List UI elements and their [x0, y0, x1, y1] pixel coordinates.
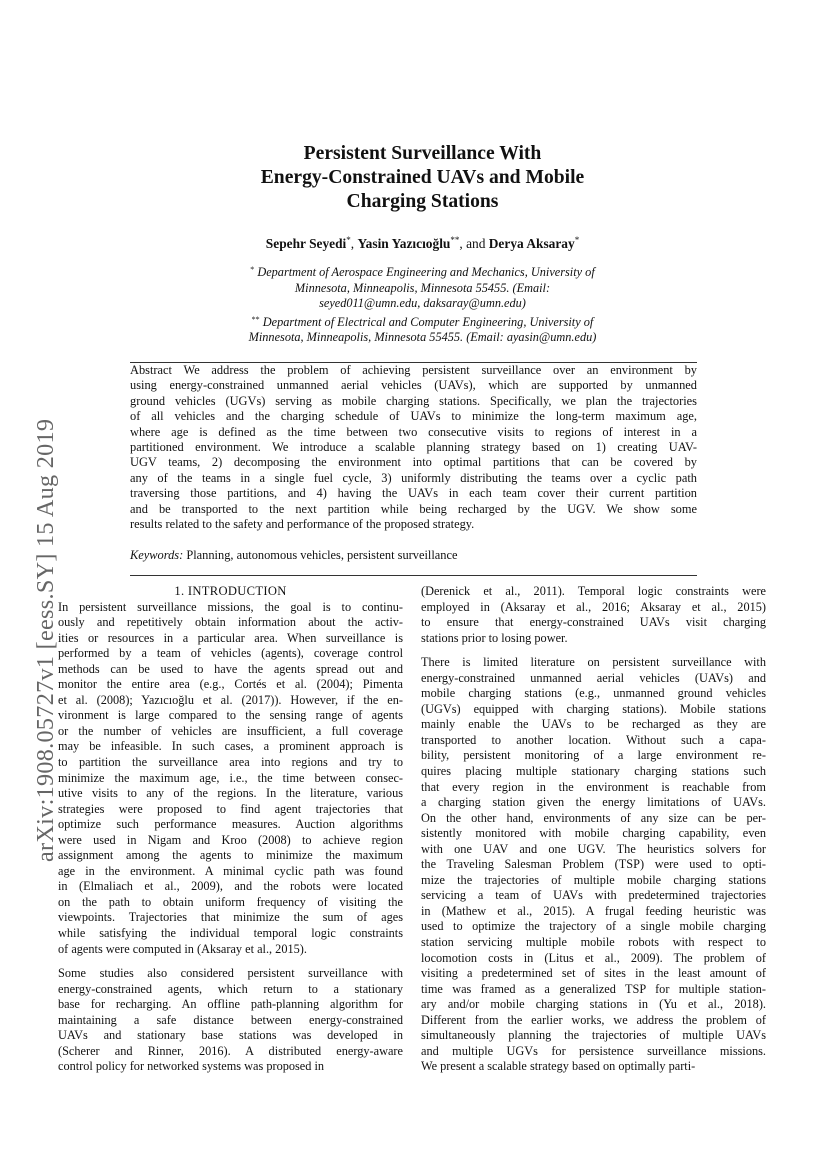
abstract-line: Abstract We address the problem of achieving persistent surveillance over an environment by	[130, 363, 697, 377]
author-name: Yasin Yazıcıoğlu	[357, 236, 451, 251]
author-affil-mark: **	[450, 235, 460, 245]
text-line: ary and/or mobile charging stations in (Yu et al., 2018).	[421, 997, 766, 1012]
text-line: employed in (Aksaray et al., 2016; Aksaray et al., 2015)	[421, 599, 766, 614]
text-line: (Scherer and Rinner, 2016). A distributed energy-aware	[58, 1043, 403, 1058]
text-line: station servicing multiple mobile robots with respect to	[421, 935, 766, 950]
section-heading: 1. INTRODUCTION	[174, 584, 287, 598]
paragraph	[421, 655, 766, 1075]
text-line: or the number of vehicles are insufficient, a full coverage	[58, 723, 403, 738]
author-separator: , and	[459, 236, 489, 251]
text-line: to partition the surveillance area into regions and try to	[58, 755, 403, 770]
abstract-line: any of the teams in a single fuel cycle, 3) uniformly distributing the teams over a cyclic path	[130, 470, 697, 485]
text-line: simultaneously planning the trajectories of multiple UAVs	[421, 1028, 766, 1043]
text-line: In persistent surveillance missions, the goal is to continu-	[58, 599, 403, 614]
text-line: while satisfying the individual temporal logic constraints	[58, 926, 403, 941]
affiliation-text: Department of Electrical and Computer Engineering, University of	[259, 314, 594, 329]
text-line: mize the trajectories of multiple mobile charging stations	[421, 872, 766, 887]
text-line: ously and repetitively obtain information about the activ-	[58, 615, 403, 630]
text-line: transported to another location. Without such a capa-	[421, 732, 766, 747]
author-affil-mark: *	[574, 235, 580, 245]
text-line: with one UAV and one UGV. The heuristics solvers for	[421, 841, 766, 856]
text-line: control policy for networked systems was proposed in	[58, 1059, 325, 1074]
text-line: monitor the entire area (e.g., Cortés et al. (2004); Pimenta	[58, 677, 403, 692]
affiliation-line	[195, 262, 650, 281]
right-column	[421, 584, 766, 1075]
paragraph	[421, 584, 766, 646]
text-line: ities or resources in a particular area. When surveillance is	[58, 630, 403, 645]
text-line: Different from the earlier works, we address the problem of	[421, 1012, 766, 1027]
text-line: assignment among the agents to minimize the maximum	[58, 848, 403, 863]
text-line: mainly enable the UAVs to be recharged as they are	[421, 717, 766, 732]
text-line: (Derenick et al., 2011). Temporal logic constraints were	[421, 584, 766, 598]
text-line: time was framed as a generalized TSP for multiple station-	[421, 981, 766, 996]
abstract	[130, 362, 697, 532]
author-affil-mark: *	[346, 235, 351, 245]
text-line: used to optimize the trajectory of a single mobile charging	[421, 919, 766, 934]
affiliation-text: Department of Aerospace Engineering and Mechanics, University of	[254, 265, 595, 279]
text-line: mobile charging stations (e.g., unmanned ground vehicles	[421, 686, 766, 701]
text-line: servicing a team of UAVs with predetermined trajectories	[421, 888, 766, 903]
author-separator: ,	[350, 236, 358, 251]
abstract-line: UGV teams, 2) decomposing the environment into optimal partitions that can be covered by	[130, 455, 697, 470]
author-name: Derya Aksaray	[488, 236, 575, 251]
text-line: on the path to obtain uniform frequency of visiting the	[58, 894, 403, 909]
abstract-line: partitioned environment. We introduce a scalable planning strategy based on 1) creating UAV-	[130, 440, 697, 455]
keywords	[130, 547, 697, 576]
text-line: base for recharging. An offline path-planning algorithm for	[58, 997, 403, 1012]
text-line: utive visits to any of the regions. In the literature, various	[58, 786, 403, 801]
text-line: in (Mathew et al., 2015). A frugal feeding heuristic was	[421, 903, 766, 918]
text-line: On the other hand, environments of any size can be per-	[421, 810, 766, 825]
affiliation-line: Minnesota, Minneapolis, Minnesota 55455. (Email: ayasin@umn.edu)	[248, 330, 597, 344]
text-line: (UGVs) equipped with charging stations). Mobile stations	[421, 701, 766, 716]
text-line: stations prior to losing power.	[421, 630, 568, 645]
affil-mark: *	[250, 265, 255, 274]
abstract-line: ground vehicles (UGVs) serving as mobile charging stations. Specifically, we plan the trajectories	[130, 393, 697, 408]
text-line: bility, persistent monitoring of a large environment re-	[421, 748, 766, 763]
text-line: that every region in the environment is reachable from	[421, 779, 766, 794]
abstract-line: results related to the safety and performance of the proposed strategy.	[130, 517, 475, 532]
title-line: Charging Stations	[346, 191, 499, 212]
text-line: quires placing multiple stationary charging stations such	[421, 764, 766, 779]
abstract-line: of all vehicles and the charging schedule of UAVs to minimize the long-term maximum age,	[130, 409, 697, 424]
abstract-line: using energy-constrained unmanned aerial vehicles (UAVs), which are supported by unmanned	[130, 378, 697, 393]
text-line: Some studies also considered persistent surveillance with	[58, 966, 403, 981]
paragraph	[58, 966, 403, 1075]
affiliation-line: seyed011@umn.edu, daksaray@umn.edu)	[319, 296, 526, 310]
text-line: There is limited literature on persistent surveillance with	[421, 655, 766, 670]
paragraph	[58, 600, 403, 958]
text-line: minimize the maximum age, i.e., the time between consec-	[58, 770, 403, 785]
affiliation-line: Minnesota, Minneapolis, Minnesota 55455. (Email:	[294, 280, 551, 295]
text-line: maintaining a safe distance between energy-constrained	[58, 1012, 403, 1027]
abstract-line: and be transported to the next partition while being recharged by the UGV. We show some	[130, 501, 697, 516]
affil-mark: **	[251, 314, 260, 324]
keywords-text: Planning, autonomous vehicles, persistent surveillance	[183, 548, 458, 562]
left-column	[58, 584, 403, 1075]
text-line: UAVs and stationary base stations was developed in	[58, 1028, 403, 1043]
text-line: age in the environment. A minimal cyclic path was found	[58, 863, 403, 878]
text-line: vironment is large compared to the sensing range of agents	[58, 708, 403, 723]
text-line: performed by a team of vehicles (agents), coverage control	[58, 646, 403, 661]
text-line: and multiple UGVs for persistence surveillance missions.	[421, 1043, 766, 1058]
text-line: may be infeasible. In such cases, a prominent approach is	[58, 739, 403, 754]
text-line: methods can be used to have the agents spread out and	[58, 661, 403, 676]
arxiv-identifier-stamp: arXiv:1908.05727v1 [eess.SY] 15 Aug 2019	[32, 418, 59, 862]
text-line: sistently monitored with mobile charging capability, even	[421, 826, 766, 841]
text-line: energy-constrained unmanned aerial vehicles (UAVs) and	[421, 670, 766, 685]
abstract-line: where age is defined as the time between two consecutive visits to regions of interest in a	[130, 424, 697, 439]
text-line: to ensure that energy-constrained UAVs visit charging	[421, 615, 766, 630]
text-line: locomotion costs in (Litus et al., 2009). The problem of	[421, 950, 766, 965]
text-line: et al. (2008); Yazıcıoğlu et al. (2017)). However, if the en-	[58, 692, 403, 707]
title-line: Energy-Constrained UAVs and Mobile	[260, 167, 585, 188]
keywords-label: Keywords:	[130, 548, 184, 562]
text-line: energy-constrained agents, which return to a stationary	[58, 981, 403, 996]
title-line: Persistent Surveillance With	[303, 143, 542, 164]
affiliation-line	[195, 312, 650, 331]
author-list	[150, 231, 695, 253]
affiliations	[195, 262, 650, 346]
text-line: of agents were computed in (Aksaray et al., 2015).	[58, 941, 307, 956]
author-name: Sepehr Seyedi	[265, 236, 347, 251]
text-line: were used in Nigam and Kroo (2008) to achieve region	[58, 832, 403, 847]
text-line: viewpoints. Trajectories that minimize the sum of ages	[58, 910, 403, 925]
text-line: the Traveling Salesman Problem (TSP) were used to opti-	[421, 857, 766, 872]
text-line: a charging station given the energy limitations of UAVs.	[421, 795, 766, 810]
abstract-line: traversing those partitions, and 4) having the UAVs in each team cover their current partition	[130, 486, 697, 501]
text-line: We present a scalable strategy based on optimally parti-	[421, 1059, 696, 1074]
text-line: in (Elmaliach et al., 2009), and the robots were located	[58, 879, 403, 894]
text-line: optimize such performance measures. Auction algorithms	[58, 817, 403, 832]
text-line: visiting a predetermined set of sites in the least amount of	[421, 966, 766, 981]
paper-title	[150, 142, 695, 214]
text-line: strategies were proposed to find agent trajectories that	[58, 801, 403, 816]
